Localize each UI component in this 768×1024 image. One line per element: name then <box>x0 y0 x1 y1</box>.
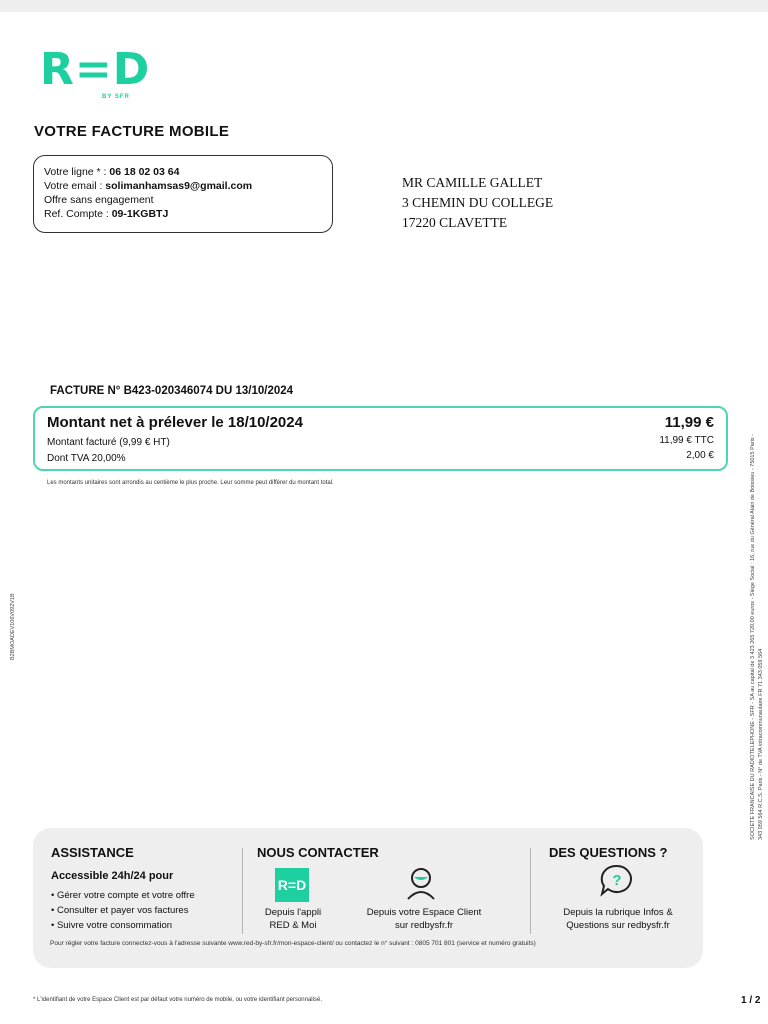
list-item: • Suivre votre consommation <box>51 920 173 931</box>
document-title: VOTRE FACTURE MOBILE <box>34 123 230 140</box>
billed-label: Montant facturé (9,99 € HT) <box>47 437 170 448</box>
amount-summary-box <box>33 406 728 471</box>
rounding-note: Les montants unitaires sont arrondis au centième le plus proche. Leur somme peut différer du montant total. <box>47 480 334 486</box>
app-caption-line-1: Depuis l'appli <box>264 907 322 918</box>
legal-line-2: 343 059 564 R.C.S. Paris - N° de TVA intracommunautaire FR 71 343 059 564 <box>758 648 764 840</box>
recipient-city: 17220 CLAVETTE <box>402 215 508 230</box>
email-label: Votre email : <box>44 180 103 192</box>
assistance-list <box>51 888 195 933</box>
assistance-subtitle: Accessible 24h/24 pour <box>51 870 174 882</box>
assistance-title: ASSISTANCE <box>51 845 134 860</box>
email-value: solimanhamsas9@gmail.com <box>105 180 253 192</box>
client-caption-line-1: Depuis votre Espace Client <box>366 907 482 918</box>
client-caption-line-2: sur redbysfr.fr <box>394 920 454 931</box>
ref-value: 09-1KGBTJ <box>111 208 169 220</box>
document-code: B2BMOADEV106V092V1B <box>10 593 16 660</box>
vat-value: 2,00 € <box>686 450 714 461</box>
list-item: • Gérer votre compte et votre offre <box>51 890 195 901</box>
offer-text: Offre sans engagement <box>44 194 154 206</box>
top-border <box>0 0 768 12</box>
logo-wordmark: R=D <box>40 44 151 95</box>
contact-title: NOUS CONTACTER <box>257 845 379 860</box>
recipient-address <box>402 173 553 233</box>
line-label: Votre ligne * : <box>44 166 107 178</box>
questions-title: DES QUESTIONS ? <box>549 845 668 860</box>
page-number: 1 / 2 <box>741 995 761 1006</box>
divider <box>530 848 531 934</box>
vat-label: Dont TVA 20,00% <box>47 453 126 464</box>
email-row <box>44 179 322 193</box>
logo-subtitle: BY SFR <box>102 94 130 100</box>
invoice-reference: FACTURE N° B423-020346074 DU 13/10/2024 <box>50 385 294 397</box>
account-info-box <box>33 155 333 233</box>
app-caption <box>245 906 341 932</box>
ref-label: Ref. Compte : <box>44 208 109 220</box>
questions-caption-line-2: Questions sur redbysfr.fr <box>566 920 670 931</box>
svg-text:?: ? <box>612 872 622 889</box>
recipient-street: 3 CHEMIN DU COLLEGE <box>402 195 554 210</box>
line-row <box>44 165 322 179</box>
contact-panel <box>33 828 703 968</box>
ref-row <box>44 207 322 221</box>
line-value: 06 18 02 03 64 <box>109 166 180 178</box>
client-support-icon <box>405 866 437 900</box>
payment-footer-text: Pour régler votre facture connectez-vous à l'adresse suivante www.red-by-sfr.fr/mon-espace-client/ ou contactez le n° suivant : 0805 701 801 (service et numéro gratuits) <box>50 940 536 947</box>
identifier-note: * L'identifiant de votre Espace Client est par défaut votre numéro de mobile, ou votre identifiant personnalisé. <box>33 997 322 1003</box>
legal-mentions <box>749 434 765 840</box>
app-caption-line-2: RED & Moi <box>269 920 317 931</box>
recipient-name: MR CAMILLE GALLET <box>402 175 543 190</box>
question-bubble-icon <box>599 863 635 897</box>
questions-caption-line-1: Depuis la rubrique Infos & <box>563 907 673 918</box>
questions-caption <box>543 906 693 932</box>
red-logo <box>40 44 151 104</box>
amount-title: Montant net à prélever le 18/10/2024 <box>47 414 303 431</box>
divider <box>242 848 243 934</box>
legal-line-1: SOCIETE FRANCAISE DU RADIOTELEPHONE - SFR - SA au capital de 3 423 265 720,00 euros - Siège Social : 16, rue du Général Alain de Boissieu - 75015 Paris - <box>750 434 756 840</box>
red-app-icon: R=D <box>275 868 309 902</box>
client-caption <box>351 906 497 932</box>
billed-value: 11,99 € TTC <box>659 435 714 446</box>
amount-total: 11,99 € <box>664 414 714 431</box>
list-item: • Consulter et payer vos factures <box>51 905 189 916</box>
